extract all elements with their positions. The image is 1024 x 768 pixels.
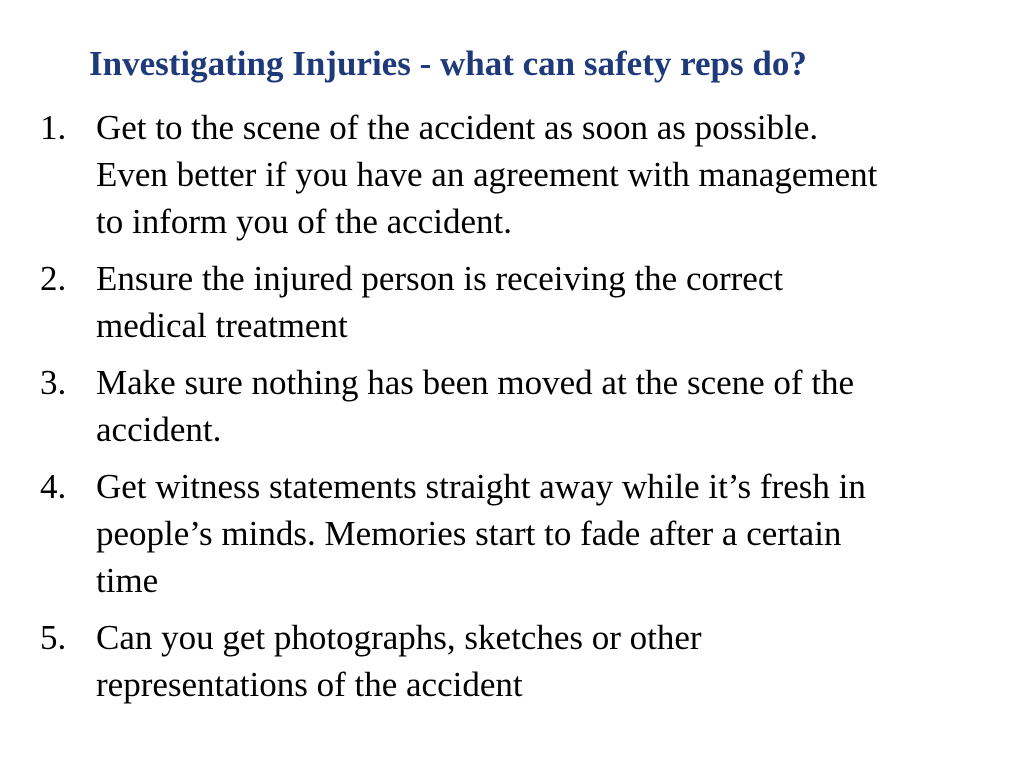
item-text-line: Make sure nothing has been moved at the scene of the [96, 363, 855, 402]
item-text-line: Even better if you have an agreement with management [96, 155, 878, 194]
list-item [0, 463, 1024, 604]
item-text-line: Get to the scene of the accident as soon as possible. [96, 108, 819, 147]
item-text-line: representations of the accident [96, 665, 523, 704]
list-item [0, 255, 1024, 349]
item-text-line: Can you get photographs, sketches or other [96, 618, 702, 657]
item-text-line: time [96, 561, 159, 600]
item-number: 3. [40, 363, 67, 402]
item-text-line: accident. [96, 410, 222, 449]
item-text-line: to inform you of the accident. [96, 202, 512, 241]
list-item [0, 104, 1024, 245]
numbered-list [0, 104, 1024, 718]
item-text-line: people’s minds. Memories start to fade after a certain [96, 514, 842, 553]
item-text-line: medical treatment [96, 306, 348, 345]
item-number: 2. [40, 259, 67, 298]
item-text-line: Get witness statements straight away while it’s fresh in [96, 467, 866, 506]
slide-title: Investigating Injuries - what can safety reps do? [89, 44, 807, 83]
item-number: 5. [40, 618, 67, 657]
item-number: 4. [40, 467, 67, 506]
list-item [0, 614, 1024, 708]
list-item [0, 359, 1024, 453]
item-text-line: Ensure the injured person is receiving the correct [96, 259, 784, 298]
item-number: 1. [40, 108, 67, 147]
